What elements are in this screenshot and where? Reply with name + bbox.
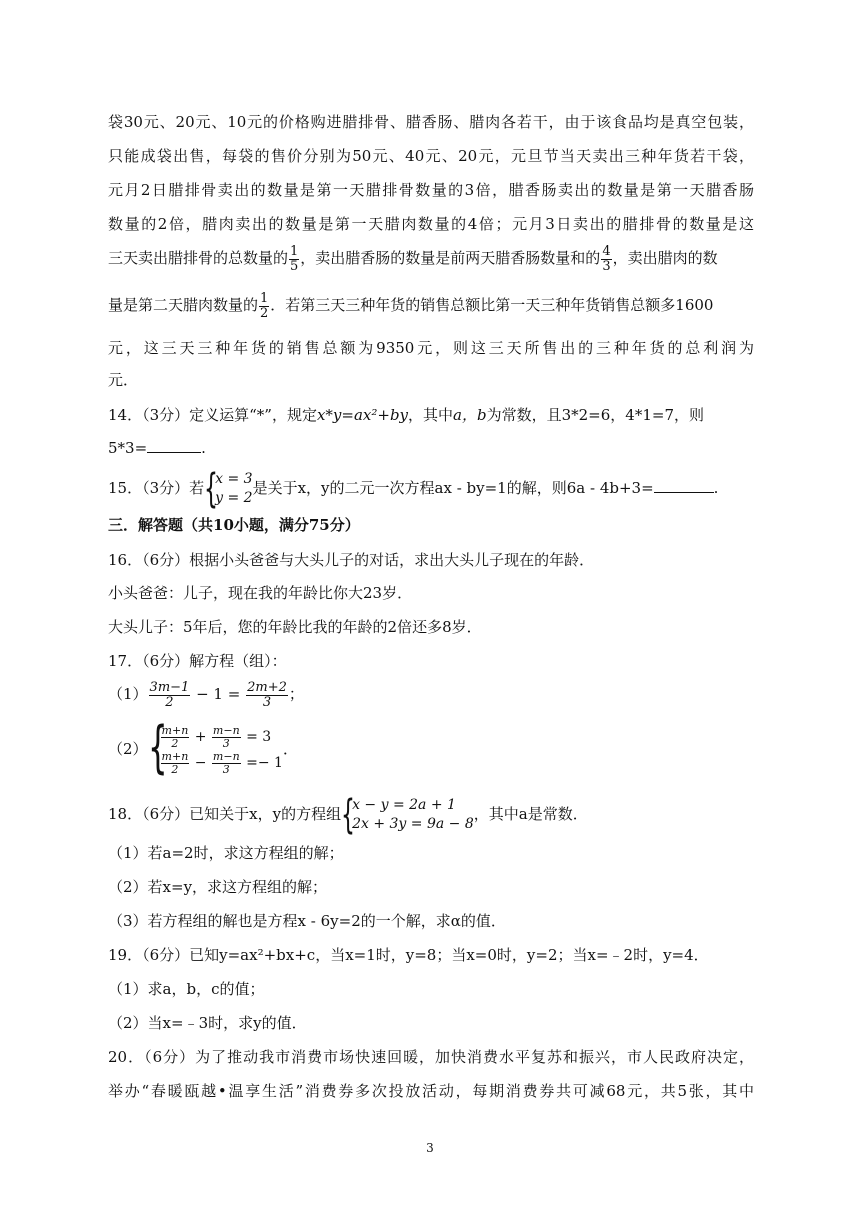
- fraction-numerator: m−n: [212, 723, 240, 737]
- q15-answer-blank[interactable]: [654, 478, 714, 493]
- q20-line-2: 举办“春暖瓯越•温享生活”消费券多次投放活动，每期消费券共可减68元，共5张，其中: [108, 1082, 754, 1100]
- q14-line-2: [108, 437, 754, 459]
- q13-line-4: 数量的2倍，腊肉卖出的数量是第一天腊肉数量的4倍；元月3日卖出的腊排骨的数量是这: [108, 215, 754, 233]
- fraction-numerator: m+n: [161, 749, 189, 763]
- rhs: = 3: [246, 729, 272, 745]
- fraction-numerator: 4: [602, 243, 611, 259]
- fraction-numerator: 1: [290, 243, 299, 259]
- q13-line-2: 只能成袋出售，每袋的售价分别为50元、40元、20元，元旦节当天卖出三种年货若干袋，: [108, 147, 754, 165]
- q17-equation-system: [147, 715, 283, 780]
- q13-line-5-text-c: ，卖出腊肉的数: [612, 249, 718, 267]
- q17-fraction-1: [149, 681, 191, 710]
- fraction: [212, 725, 241, 750]
- q17-part-2: [108, 715, 754, 780]
- q14-variables: a，b: [453, 406, 487, 424]
- q15-system-row-2: y = 2: [215, 490, 253, 506]
- fraction-denominator: 2: [171, 762, 179, 776]
- fraction-numerator: 1: [260, 290, 269, 306]
- q13-line-6-text-a: 量是第二天腊肉数量的: [108, 296, 259, 314]
- q15-mid: 是关于x，y的二元一次方程ax - by=1的解，则6a - 4b+3=: [252, 479, 654, 497]
- fraction-one-fifth: [289, 245, 299, 274]
- q19-title: 19．（6分）已知y=ax²+bx+c，当x=1时，y=8；当x=0时，y=2；当x=﹣2时，y=4．: [108, 946, 709, 964]
- q18-prefix: 18．（6分）已知关于x，y的方程组: [108, 805, 342, 823]
- q17-part-2-end: ．: [282, 740, 298, 758]
- section-3-heading: 三．解答题（共10小题，满分75分）: [108, 516, 360, 534]
- page-number: 3: [426, 1141, 434, 1155]
- q16-son-line: 大头儿子：5年后，您的年龄比我的年龄的2倍还多8岁．: [108, 618, 482, 636]
- q15-prefix: 15．（3分）若: [108, 479, 205, 497]
- q14-mid: ，其中: [408, 406, 454, 424]
- fraction-four-thirds: [601, 245, 611, 274]
- fraction-denominator: 3: [222, 736, 230, 750]
- q17-system-row-2: [160, 750, 283, 776]
- q13-line-5-text-b: ，卖出腊香肠的数量是前两天腊香肠数量和的: [300, 249, 601, 267]
- q17-title: 17．（6分）解方程（组）：: [108, 652, 287, 670]
- q17-part-1-mid: − 1 =: [196, 685, 241, 703]
- q14-answer-blank[interactable]: [147, 438, 201, 453]
- fraction-denominator: 5: [290, 258, 299, 274]
- q18-sub-3: （3）若方程组的解也是方程x - 6y=2的一个解，求α的值．: [108, 912, 506, 930]
- fraction-denominator: 3: [222, 762, 230, 776]
- fraction-denominator: 3: [602, 258, 611, 274]
- operator: +: [194, 729, 207, 745]
- q15-equation-system: [204, 466, 253, 512]
- q17-system-row-1: [160, 724, 283, 750]
- fraction-numerator: m−n: [212, 749, 240, 763]
- q13-line-5-text-a: 三天卖出腊排骨的总数量的: [108, 249, 289, 267]
- q19-sub-2: （2）当x=﹣3时，求y的值．: [108, 1014, 307, 1032]
- q14-end: .: [201, 439, 206, 457]
- q14-expression: 5*3=: [108, 439, 148, 457]
- left-brace-icon: {: [341, 792, 356, 838]
- q13-line-6-text-b: ．若第三天三种年货的销售总额比第一天三种年货销售总额多1600: [270, 296, 714, 314]
- q18-equation-system: [341, 792, 474, 838]
- fraction-denominator: 2: [260, 305, 269, 321]
- q13-line-3: 元月2日腊排骨卖出的数量是第一天腊排骨数量的3倍，腊香肠卖出的数量是第一天腊香肠: [108, 181, 754, 199]
- q14-suffix: 为常数，且3*2=6，4*1=7，则: [486, 406, 704, 424]
- fraction-one-half: [259, 292, 269, 321]
- q17-fraction-2: [246, 681, 288, 710]
- rhs: =− 1: [246, 755, 283, 771]
- q20-line-1: 20．（6分）为了推动我市消费市场快速回暖，加快消费水平复苏和振兴，市人民政府决定，: [108, 1048, 754, 1066]
- q17-part-1-end: ；: [288, 685, 304, 703]
- q14-prefix: 14．（3分）定义运算“*”，规定: [108, 406, 317, 424]
- q13-line-8: 元．: [108, 371, 139, 389]
- q18-sub-2: （2）若x=y，求这方程组的解；: [108, 878, 328, 896]
- q15-system-row-1: x = 3: [215, 471, 253, 487]
- q18-system-row-2: 2x + 3y = 9a − 8: [352, 816, 474, 832]
- fraction-numerator: 3m−1: [149, 679, 190, 695]
- q13-line-7: 元，这三天三种年货的销售总额为9350元，则这三天所售出的三种年货的总利润为: [108, 339, 754, 357]
- q18-suffix: ，其中a是常数．: [473, 805, 588, 823]
- left-brace-icon: {: [147, 715, 168, 780]
- q14-formula: x*y=ax²+by: [316, 406, 409, 424]
- fraction-numerator: m+n: [161, 723, 189, 737]
- fraction-denominator: 2: [165, 694, 174, 710]
- q18-line: [108, 792, 754, 838]
- fraction-denominator: 3: [262, 694, 272, 710]
- q16-dad-line: 小头爸爸：儿子，现在我的年龄比你大23岁．: [108, 584, 413, 602]
- q19-sub-1: （1）求a，b，c的值；: [108, 980, 265, 998]
- q15-end: .: [713, 479, 719, 497]
- q15-line: [108, 466, 754, 512]
- q18-sub-1: （1）若a=2时，求这方程组的解；: [108, 844, 344, 862]
- q13-line-5: [108, 244, 754, 274]
- fraction: [212, 751, 241, 776]
- q17-part-2-label: （2）: [108, 740, 148, 758]
- q13-line-6: [108, 291, 754, 321]
- q18-system-row-1: x − y = 2a + 1: [352, 797, 456, 813]
- q17-part-1-label: （1）: [108, 685, 148, 703]
- fraction-numerator: 2m+2: [247, 679, 287, 695]
- q13-line-1: 袋30元、20元、10元的价格购进腊排骨、腊香肠、腊肉各若干，由于该食品均是真空包装，: [108, 113, 754, 131]
- q14-line-1: [108, 404, 754, 426]
- q17-part-1: [108, 676, 754, 712]
- fraction-denominator: 2: [171, 736, 179, 750]
- left-brace-icon: {: [204, 466, 219, 512]
- operator: −: [194, 755, 207, 771]
- q16-title: 16．（6分）根据小头爸爸与大头儿子的对话，求出大头儿子现在的年龄．: [108, 551, 595, 569]
